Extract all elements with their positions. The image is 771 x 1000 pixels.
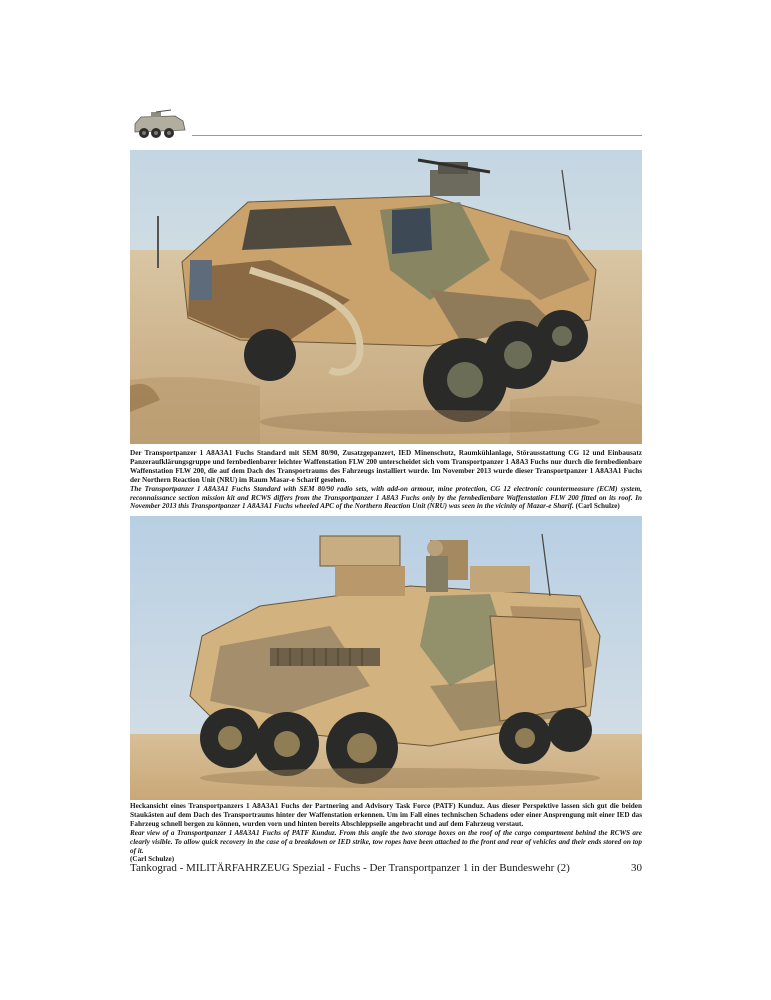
photo-credit: (Carl Schulze) [130, 855, 175, 864]
caption-german: Heckansicht eines Transportpanzers 1 A8A3A1 Fuchs der Partnering and Advisory Task Force (PATF) Kunduz. Aus dieser Perspektive lassen sich gut die beiden Staukästen auf dem Dach des Transportraums hinter der Waffenstation erkennen. Um im Fall eines technischen Schadens oder einer Ansprengung mit einer IED das Fahrzeug schnell bergen zu können, wurden vorn und hinten bereits Abschleppseile angebracht und auf dem Fahrzeug verstaut. [130, 802, 642, 828]
figure-2-caption [130, 802, 642, 864]
figure-1-caption [130, 449, 642, 511]
figure-1-photo [130, 150, 642, 444]
page-number: 30 [631, 862, 642, 874]
figure-2-photo [130, 516, 642, 800]
running-footer-title: Tankograd - MILITÄRFAHRZEUG Spezial - Fuchs - Der Transportpanzer 1 in der Bundeswehr (2) [130, 862, 570, 874]
vehicle-thumbnail-icon [131, 108, 187, 142]
photo-credit: (Carl Schulze) [575, 502, 620, 511]
caption-english: The Transportpanzer 1 A8A3A1 Fuchs Standard with SEM 80/90 radio sets, with add-on armour, mine protection, CG 12 electronic countermeasure (ECM) system, reconnaissance section mission kit and RCWS differs from the Transportpanzer 1 A8A3 Fuchs only by the fernbedienbare Waffenstation FLW 200 fitted on its roof. In November 2013 this Transportpanzer 1 A8A3A1 Fuchs wheeled APC of the Northern Reaction Unit (NRU) was seen in the vicinity of Mazar-e Sharif. [130, 484, 642, 511]
caption-english: Rear view of a Transportpanzer 1 A8A3A1 Fuchs of PATF Kunduz. From this angle the two storage boxes on the roof of the cargo compartment behind the RCWS are clearly visible. To allow quick recovery in the case of a breakdown or IED strike, tow ropes have been attached to the front and rear of vehicles and their ends stored on top of it. [130, 828, 642, 855]
header-rule [192, 135, 642, 136]
page-footer [130, 862, 642, 878]
caption-german: Der Transportpanzer 1 A8A3A1 Fuchs Standard mit SEM 80/90, Zusatzgepanzert, IED Minenschutz, Raumkühlanlage, Störausstattung CG 12 und Einbausatz Panzeraufklärungsgruppe und fernbedienbarer leichter Waffenstation FLW 200 unterscheidet sich vom Transportpanzer 1 A8A3 Fuchs nur durch die fernbedienbare Waffenstation FLW 200, die auf dem Dach des Transportraums des Fahrzeugs installiert wurde. Im November 2013 wurde dieser Transportpanzer 1 A8A3A1 Fuchs der Northern Reaction Unit (NRU) im Raum Masar-e Scharif gesehen. [130, 449, 642, 484]
